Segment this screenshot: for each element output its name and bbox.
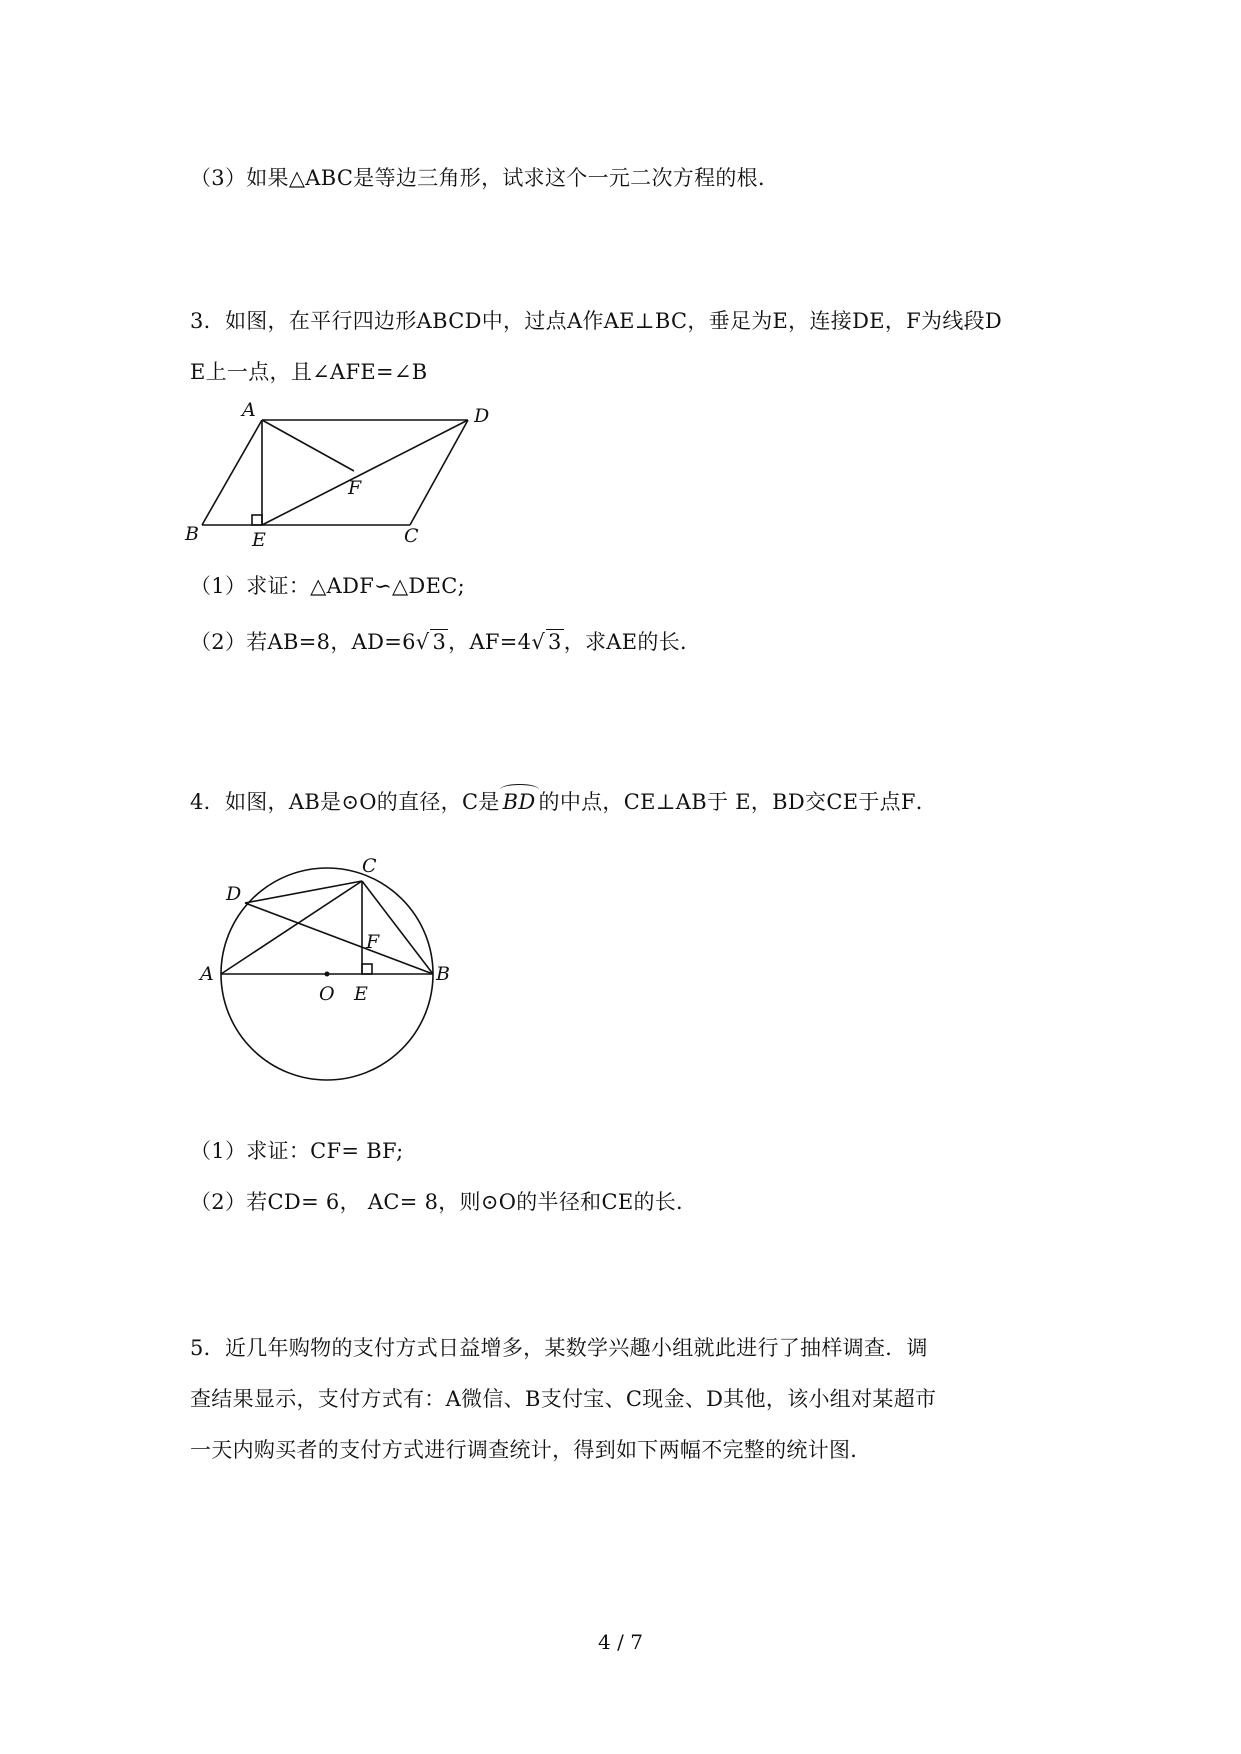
q5-text-line2: 查结果显示，支付方式有：A微信、B支付宝、C现金、D其他，该小组对某超市 — [190, 1387, 937, 1411]
label-a: A — [242, 399, 256, 421]
label-e: E — [252, 529, 266, 548]
q4-part1: （1）求证：CF= BF; — [190, 1139, 404, 1163]
page-number: 4 / 7 — [598, 1630, 643, 1654]
segment-af — [262, 420, 354, 471]
label-c: C — [404, 525, 419, 547]
segment-de — [262, 420, 468, 525]
q3-part1: （1）求证：△ADF∽△DEC; — [190, 574, 465, 598]
label-c: C — [362, 855, 377, 877]
circle-figure — [190, 848, 470, 1088]
segment-cd — [410, 420, 468, 525]
right-angle-mark — [362, 964, 372, 974]
q3-text-line1: 3．如图，在平行四边形ABCD中，过点A作AE⊥BC，垂足为E，连接DE，F为线段D — [190, 309, 1003, 333]
q4-part2: （2）若CD= 6， AC= 8，则⊙O的半径和CE的长． — [190, 1190, 698, 1214]
arc-bd: BD — [500, 790, 539, 814]
parallelogram-figure — [180, 398, 510, 548]
center-o-dot — [325, 972, 330, 977]
label-b: B — [436, 963, 450, 985]
q5-text-line1: 5．近几年购物的支付方式日益增多，某数学兴趣小组就此进行了抽样调查．调 — [190, 1336, 928, 1360]
label-b: B — [185, 523, 199, 545]
label-o: O — [319, 983, 335, 1005]
label-d: D — [226, 883, 242, 905]
label-f: F — [348, 477, 362, 499]
q3-part2: （2）若AB=8，AD=6√ 3，AF=4√ 3，求AE的长． — [190, 630, 702, 654]
label-a: A — [200, 963, 214, 985]
segment-db — [245, 903, 433, 974]
q3-text-line2: E上一点，且∠AFE=∠B — [190, 360, 428, 384]
q4-text: 4．如图，AB是⊙O的直径，C是 BD 的中点，CE⊥AB于 E，BD交CE于点F． — [190, 786, 937, 816]
right-angle-mark — [252, 515, 262, 525]
sqrt-3: √ 3 — [415, 630, 447, 654]
segment-ab — [202, 420, 262, 525]
label-d: D — [474, 405, 490, 427]
label-e: E — [354, 983, 368, 1005]
q5-text-line3: 一天内购买者的支付方式进行调查统计，得到如下两幅不完整的统计图． — [190, 1438, 872, 1462]
sqrt-3: √ 3 — [531, 630, 562, 654]
label-f: F — [366, 931, 380, 953]
q2-part3: （3）如果△ABC是等边三角形，试求这个一元二次方程的根． — [190, 166, 780, 190]
